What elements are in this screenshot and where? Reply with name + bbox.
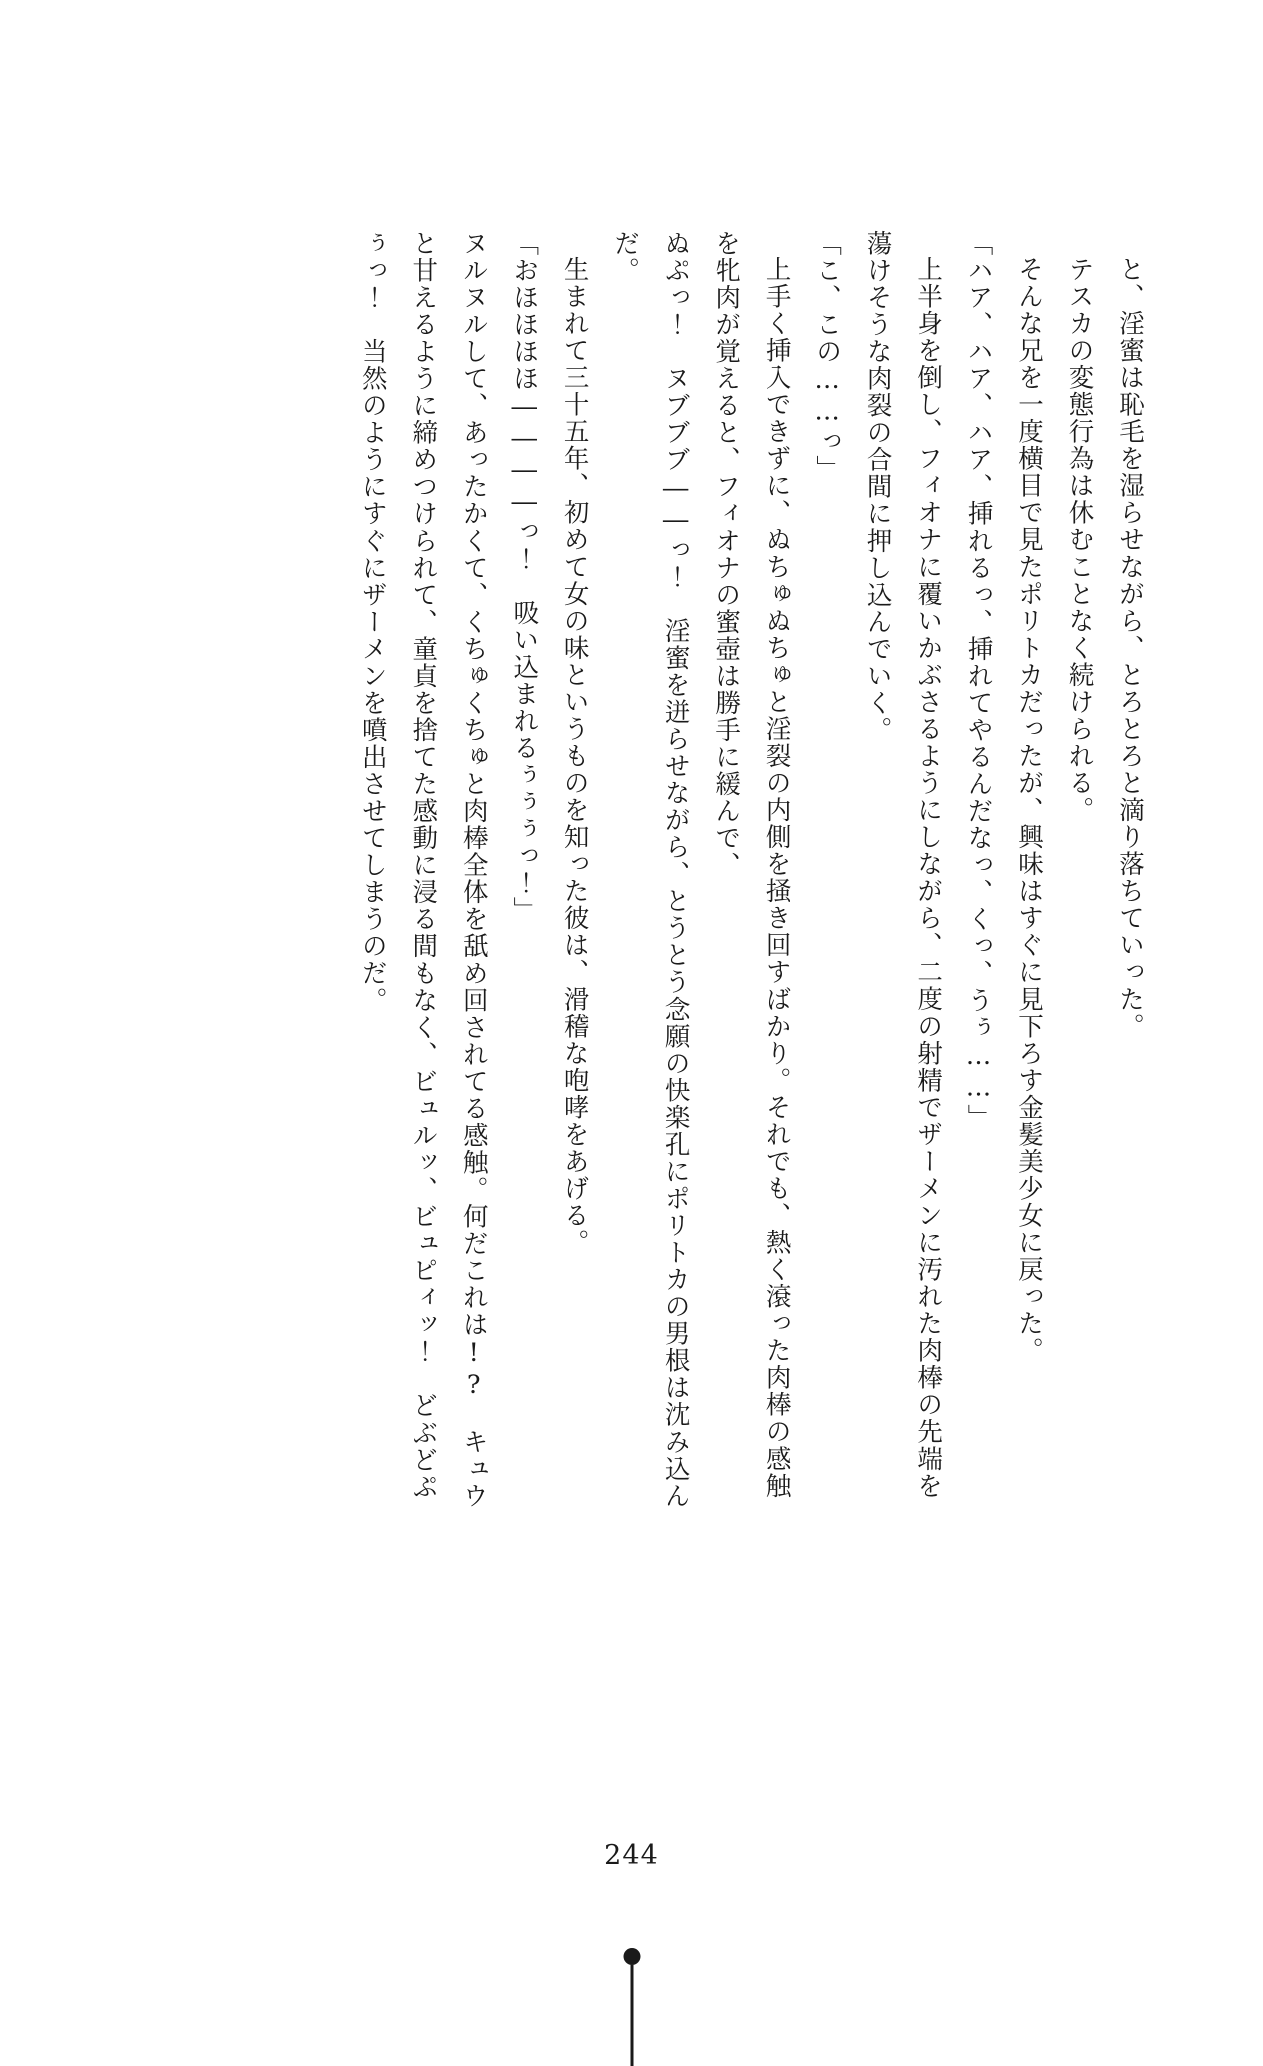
paragraph: 「こ、この……っ」 (812, 230, 843, 483)
page-number: 244 (604, 1840, 659, 1871)
paragraph: 「ハア、ハア、ハア、挿れるっ、挿れてやるんだなっ、くっ、うぅ……」 (963, 230, 994, 1131)
page-footer-ornament (612, 1948, 652, 2066)
vertical-rule-icon (630, 1965, 633, 2066)
paragraph: テスカの変態行為は休むことなく続けられる。 (1064, 255, 1095, 824)
paragraph: 生まれて三十五年、初めて女の味というものを知った彼は、滑稽な咆哮をあげる。 (559, 255, 590, 1256)
paragraph: と、淫蜜は恥毛を湿らせながら、とろとろと滴り落ちていった。 (1115, 255, 1145, 1040)
body-text (130, 230, 1155, 1520)
paragraph: ぬぷっ！ ヌブブブ――っ！ 淫蜜を迸らせながら、とうとう念願の快楽孔にポリトカの男根は沈み込んだ。 (610, 230, 691, 1510)
paragraph: 「おほほほほ――――っ！ 吸い込まれるぅぅぅっ！」 (509, 230, 540, 924)
paragraph: 上手く挿入できずに、ぬちゅぬちゅと淫裂の内側を掻き回すばかり。それでも、熱く滾った肉棒の感触を牝肉が覚えると、フィオナの蜜壺は勝手に緩んで、 (711, 230, 792, 1499)
paragraph: ヌルヌルして、あったかくて、くちゅくちゅと肉棒全体を舐め回されてる感触。何だこれは!? キュウと甘えるように締めつけられて、童貞を捨てた感動に浸る間もなく、ビュルッ、ビュピィッ！ どぶどぷぅっ！ 当然のようにすぐにザーメンを噴出させてしまうのだ。 (357, 230, 489, 1510)
paragraph: そんな兄を一度横目で見たポリトカだったが、興味はすぐに見下ろす金髪美少女に戻った。 (1014, 255, 1045, 1364)
dot-icon (623, 1948, 640, 1965)
paragraph: 上半身を倒し、フィオナに覆いかぶさるようにしながら、二度の射精でザーメンに汚れた肉棒の先端を蕩けそうな肉裂の合間に押し込んでいく。 (862, 230, 944, 1499)
